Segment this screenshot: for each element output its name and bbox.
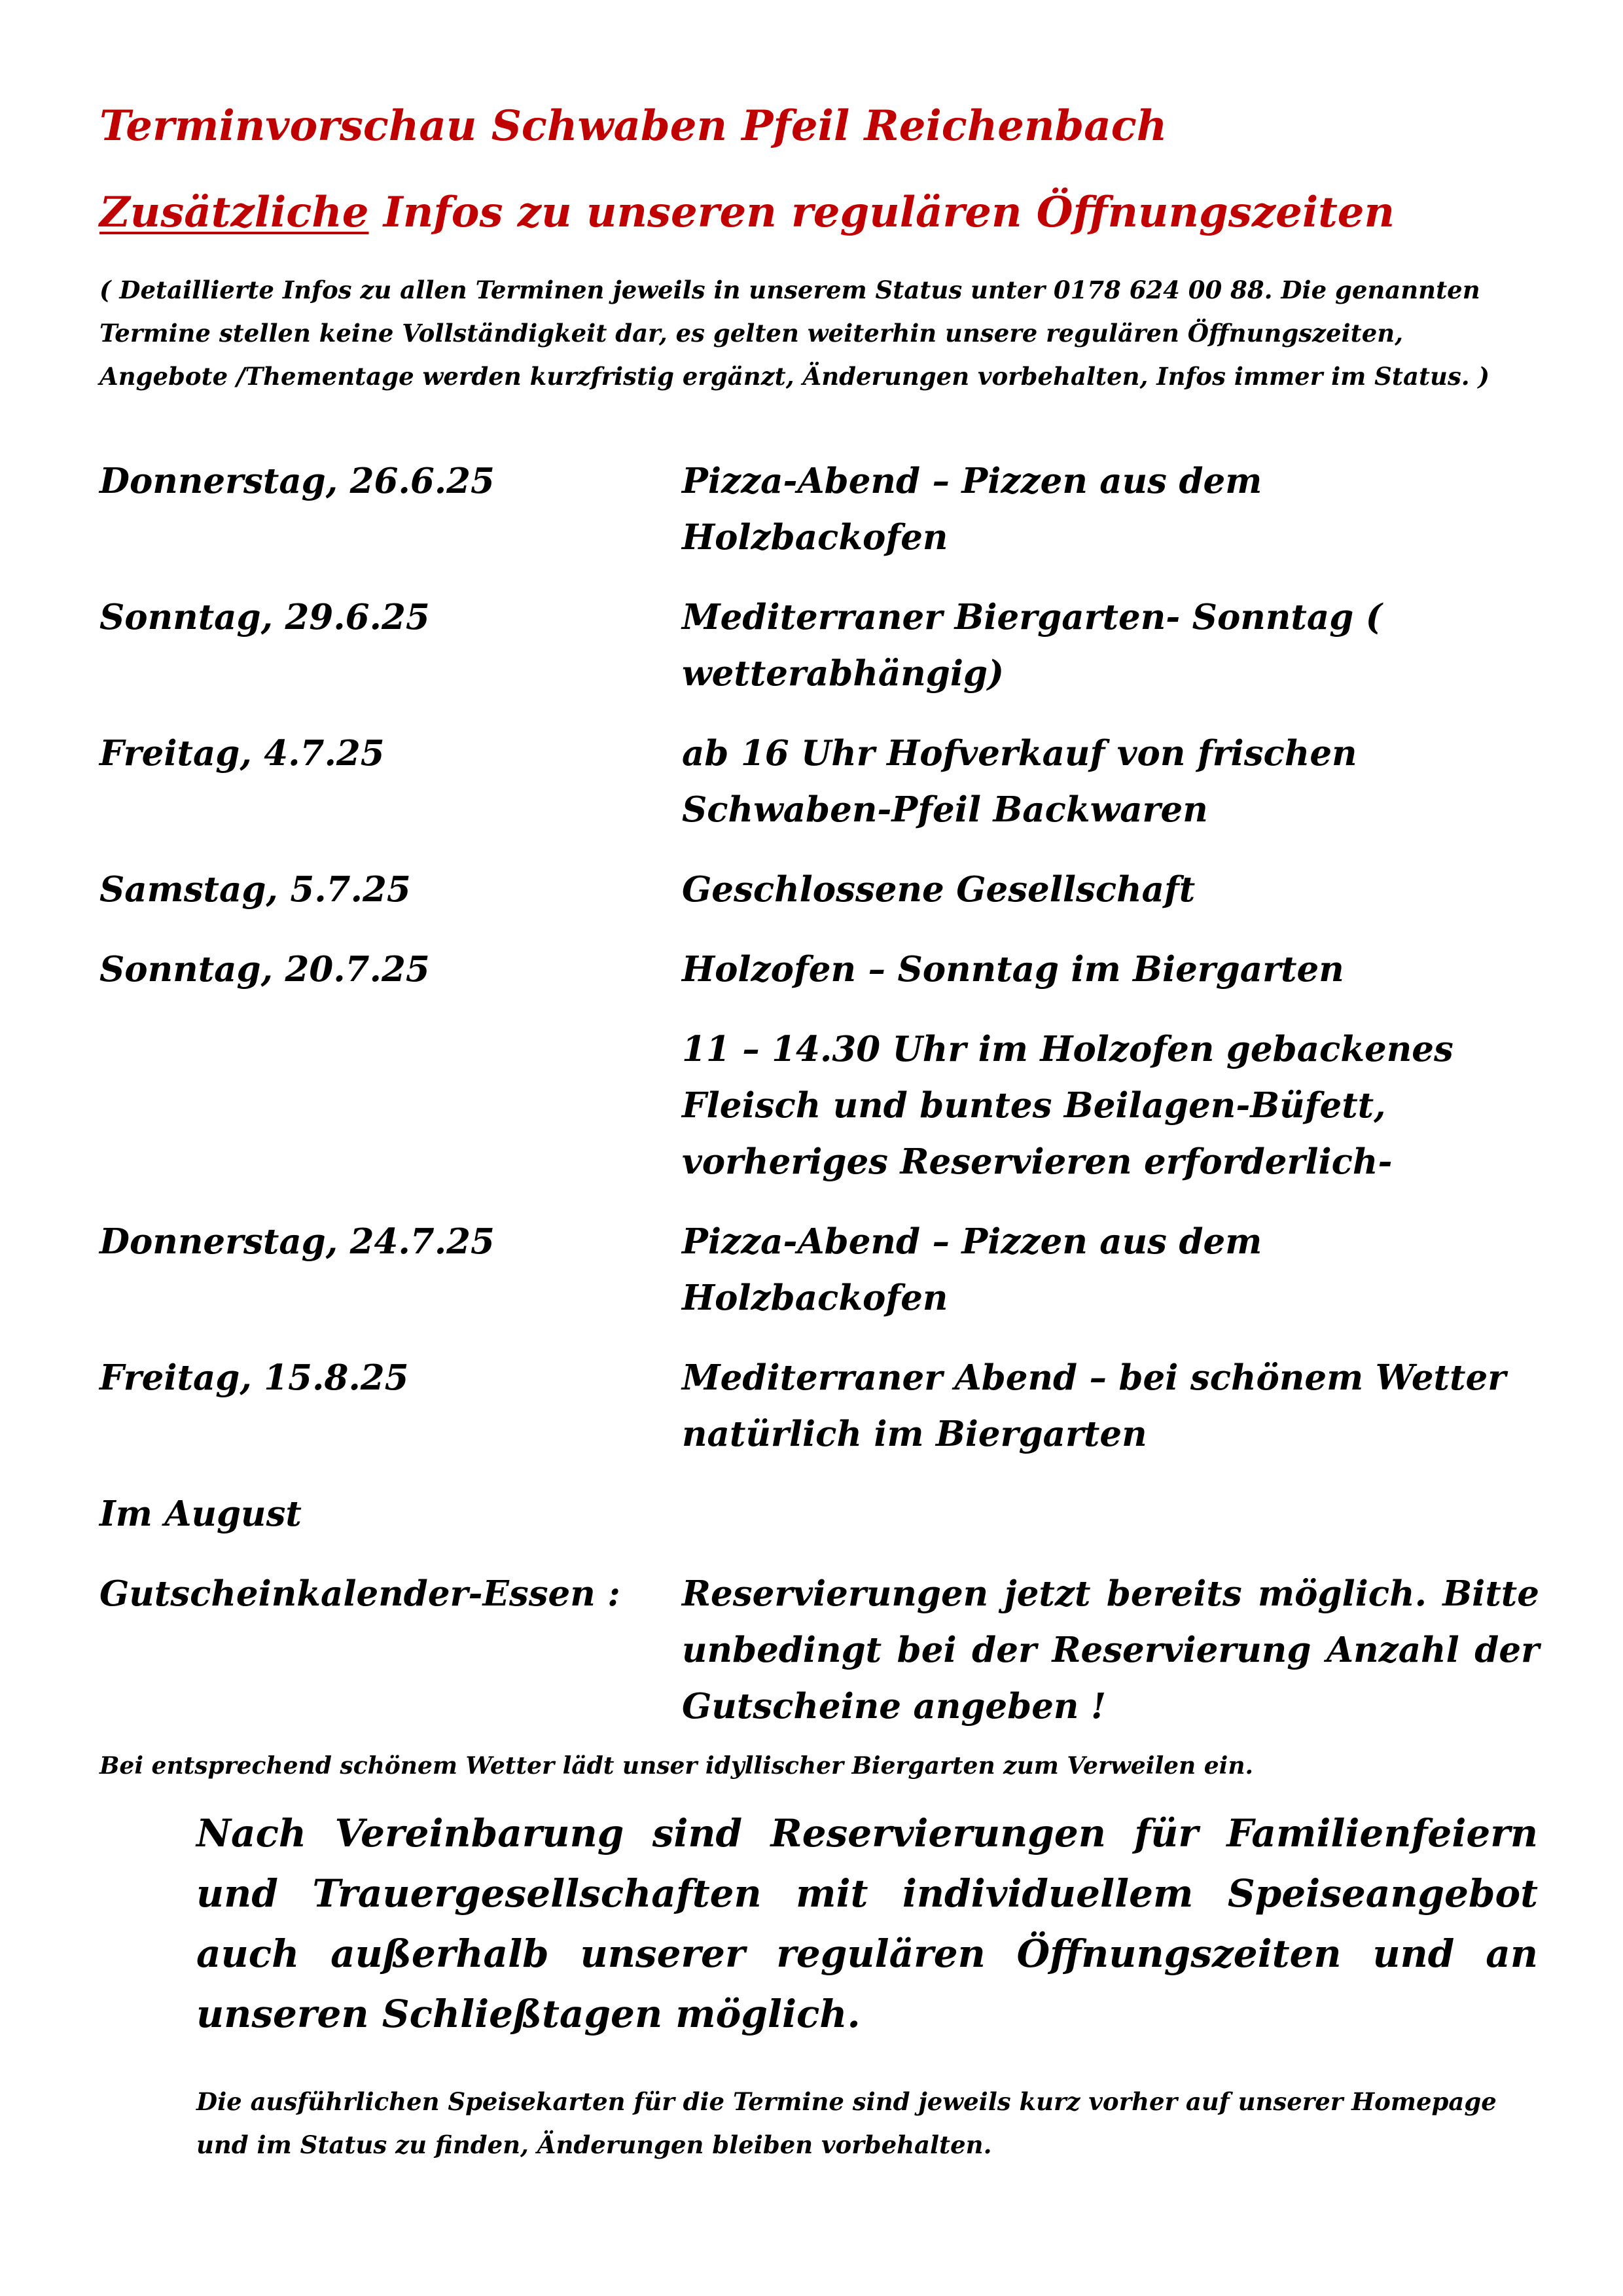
event-description: Pizza-Abend – Pizzen aus dem Holzbackofen xyxy=(682,1221,1262,1318)
page-subtitle xyxy=(99,183,1578,242)
voucher-text: Reservierungen jetzt bereits möglich. Bitte unbedingt bei der Reservierung Anzahl der Gutscheine angeben ! xyxy=(682,1573,1539,1727)
menus-note: Die ausführlichen Speisekarten für die Termine sind jeweils kurz vorher auf unserer Homepage und im Status zu finden, Änderungen bleiben vorbehalten. xyxy=(196,2087,1497,2159)
event-date: Freitag, 15.8.25 xyxy=(99,1357,409,1398)
event-date xyxy=(99,1021,682,1190)
event-row xyxy=(99,453,1539,565)
event-description: Mediterraner Abend – bei schönem Wetter natürlich im Biergarten xyxy=(682,1357,1507,1454)
intro-note: ( Detaillierte Infos zu allen Terminen jeweils in unserem Status unter 0178 624 00 88. Die genannten Termine stellen keine Vollständigkeit dar, es gelten weiterhin unsere regulären Öffnungszeiten, Angebote /Thementage werden kurzfristig ergänzt, Änderungen vorbehalten, Infos immer im Status. ) xyxy=(99,276,1490,391)
page-title: Terminvorschau Schwaben Pfeil Reichenbach xyxy=(99,101,1168,151)
event-row xyxy=(99,861,1539,918)
event-date: Freitag, 4.7.25 xyxy=(99,733,385,774)
event-date: Donnerstag, 24.7.25 xyxy=(99,1221,495,1262)
voucher-label: Gutscheinkalender-Essen : xyxy=(99,1573,620,1614)
event-row xyxy=(99,1021,1539,1190)
voucher-row xyxy=(99,1566,1539,1734)
event-row xyxy=(99,1213,1539,1326)
event-row xyxy=(99,1350,1539,1462)
event-row xyxy=(99,941,1539,997)
reservation-note: Nach Vereinbarung sind Reservierungen für Familienfeiern und Trauergesellschaften mit individuellem Speiseangebot auch außerhalb unserer regulären Öffnungszeiten und an unseren Schließtagen möglich. xyxy=(196,1811,1538,2036)
subtitle-rest: Infos zu unseren regulären Öffnungszeiten xyxy=(368,188,1395,237)
event-date: Donnerstag, 26.6.25 xyxy=(99,461,495,501)
event-date: Sonntag, 29.6.25 xyxy=(99,597,430,637)
event-date: Samstag, 5.7.25 xyxy=(99,869,411,910)
event-date: Sonntag, 20.7.25 xyxy=(99,949,430,990)
event-description: Geschlossene Gesellschaft xyxy=(682,869,1196,910)
event-list xyxy=(99,453,1539,1462)
subtitle-underlined-word: Zusätzliche xyxy=(99,188,369,237)
august-heading: Im August xyxy=(99,1494,302,1534)
event-description: Pizza-Abend – Pizzen aus dem Holzbackofen xyxy=(682,461,1262,558)
beer-garden-note: Bei entsprechend schönem Wetter lädt unser idyllischer Biergarten zum Verweilen ein. xyxy=(99,1752,1254,1780)
event-row xyxy=(99,725,1539,838)
event-description: Holzofen – Sonntag im Biergarten xyxy=(682,949,1344,990)
event-description: 11 – 14.30 Uhr im Holzofen gebackenes Fleisch und buntes Beilagen-Büfett, vorheriges Reservieren erforderlich- xyxy=(682,1029,1454,1182)
event-description: Mediterraner Biergarten- Sonntag ( wetterabhängig) xyxy=(682,597,1382,694)
event-row xyxy=(99,589,1539,702)
event-description: ab 16 Uhr Hofverkauf von frischen Schwaben-Pfeil Backwaren xyxy=(682,733,1357,830)
